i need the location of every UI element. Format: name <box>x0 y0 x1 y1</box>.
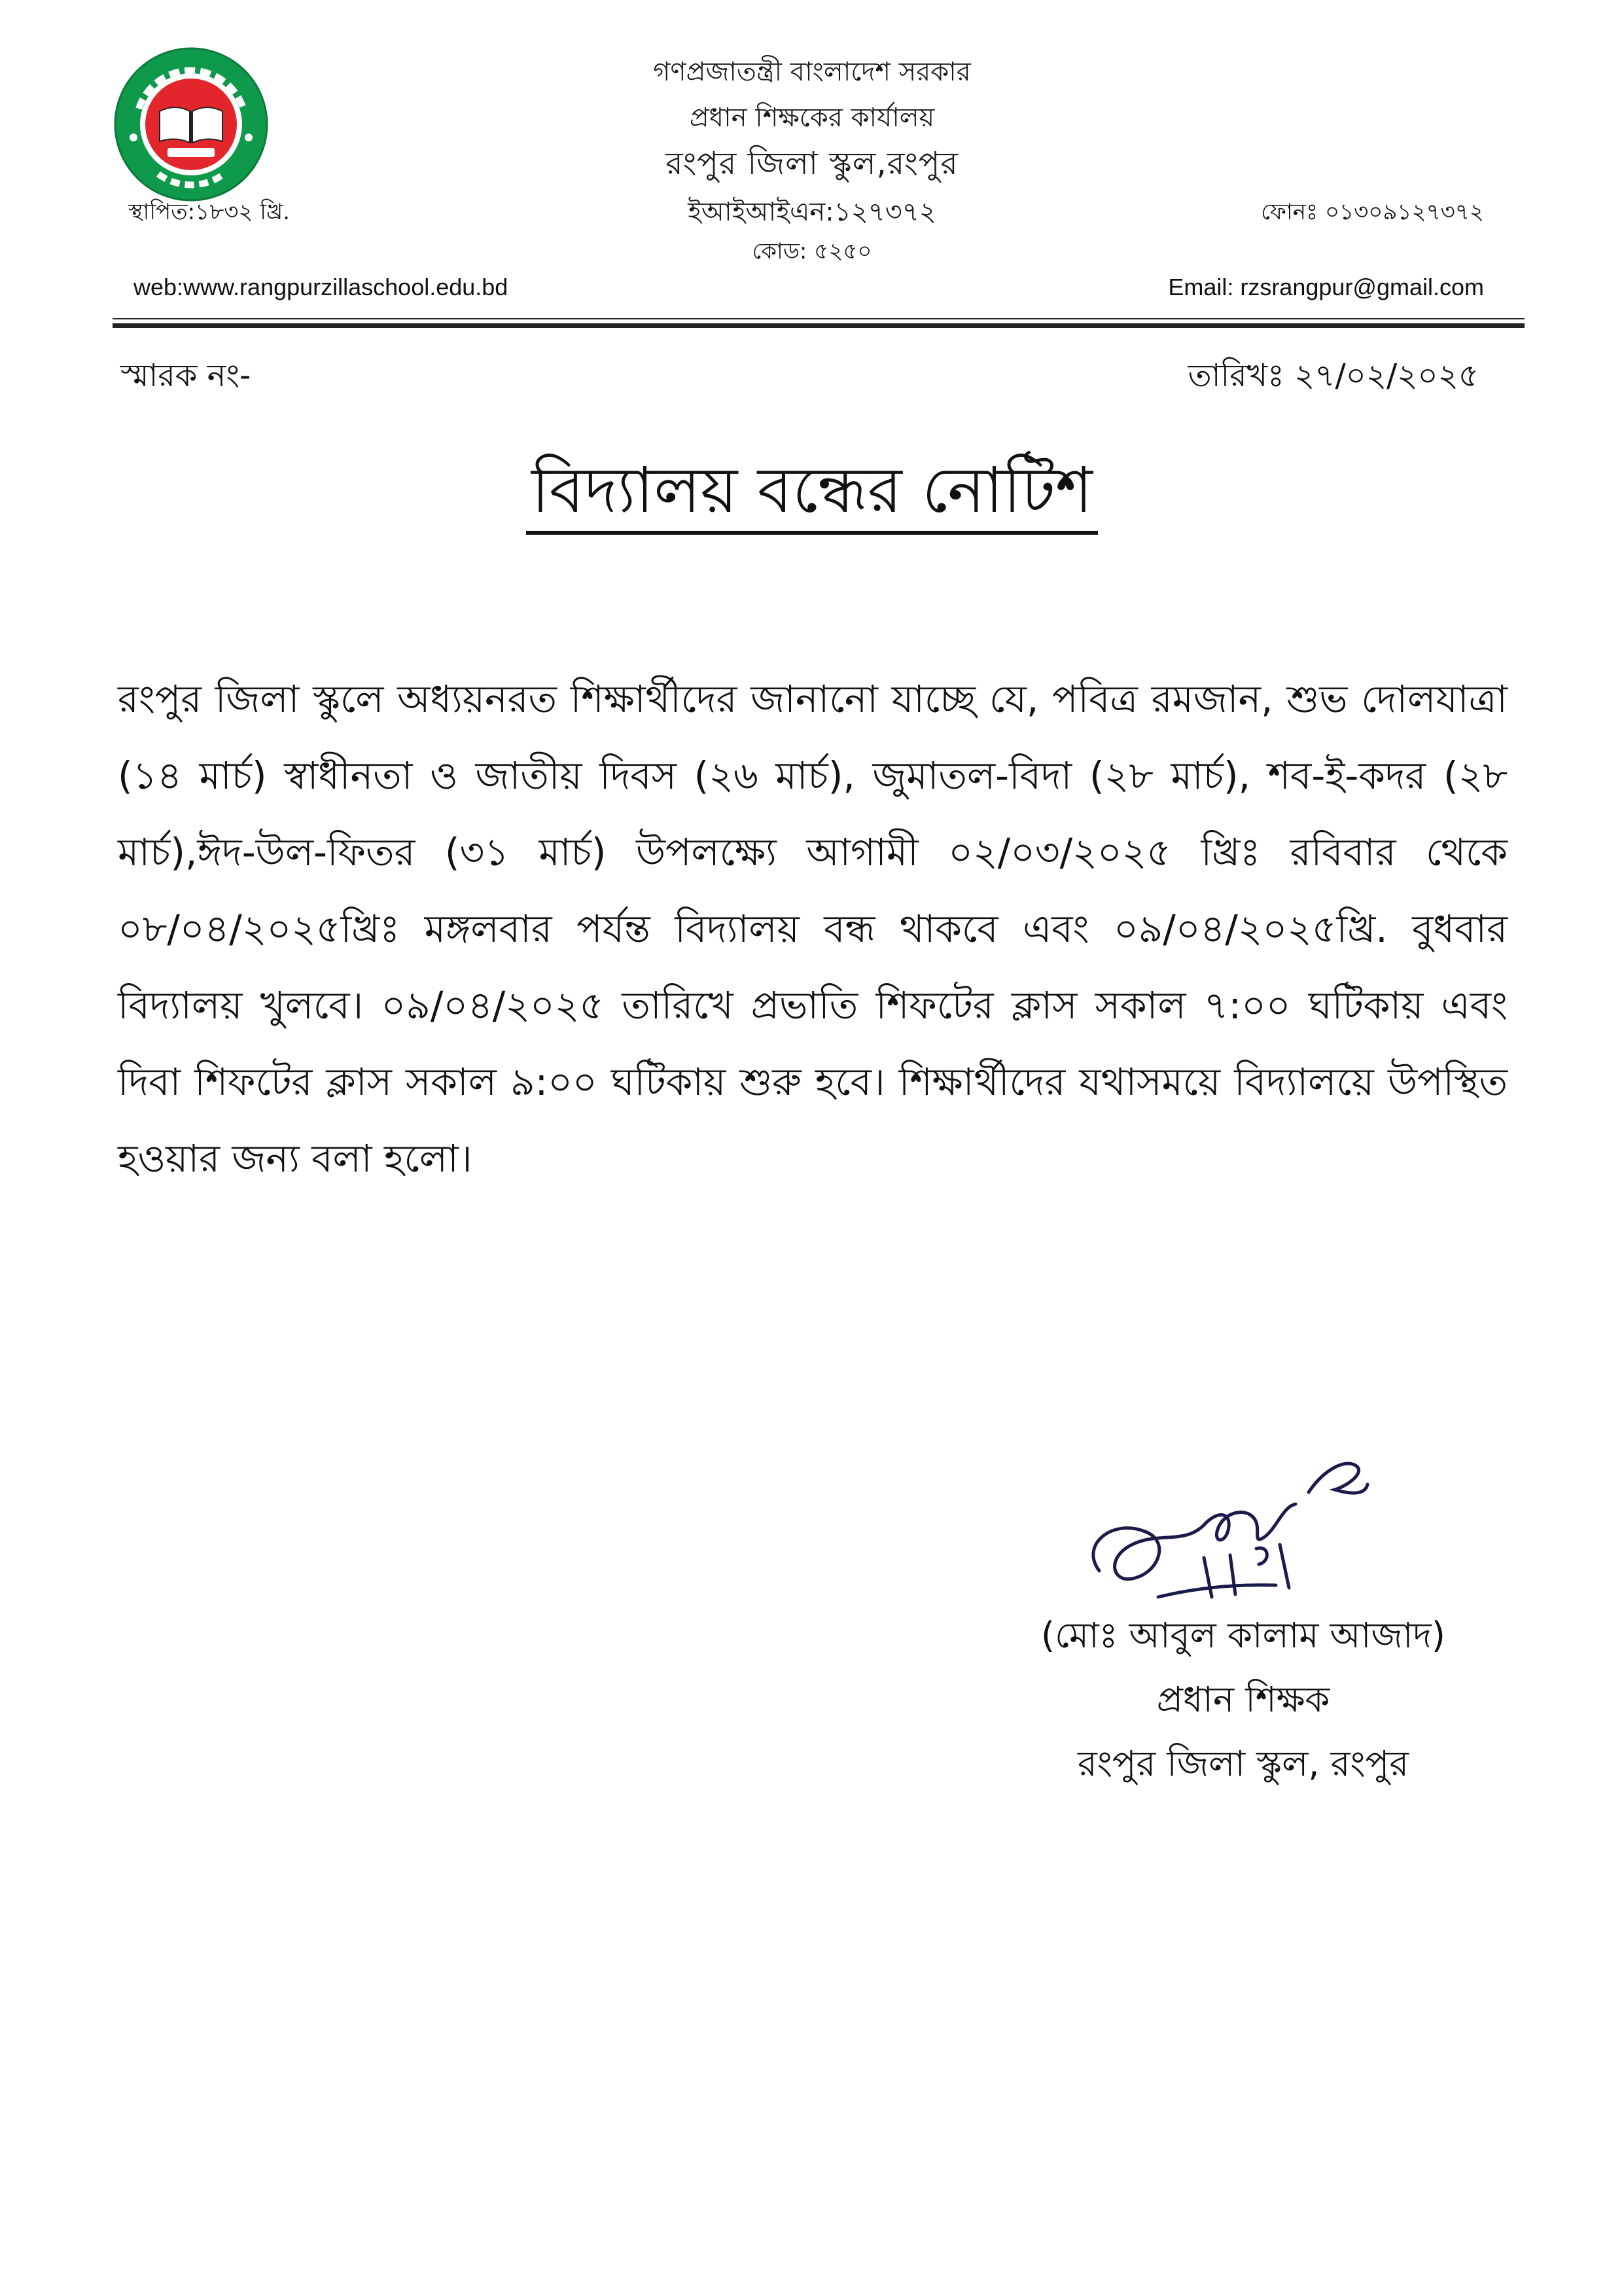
signatory-name: (মোঃ আবুল কালাম আজাদ) <box>1041 1615 1445 1656</box>
signature-block <box>962 1604 1525 1796</box>
school-name: রংপুর জিলা স্কুল,রংপুর <box>665 145 959 182</box>
memo-number: স্মারক নং- <box>120 357 251 394</box>
header-divider-thin <box>113 318 1525 319</box>
notice-title: বিদ্যালয় বন্ধের নোটিশ <box>526 454 1098 535</box>
notice-date: তারিখঃ ২৭/০২/২০২৫ <box>1188 357 1479 394</box>
notice-body: রংপুর জিলা স্কুলে অধ্যয়নরত শিক্ষার্থীদের জানানো যাচ্ছে যে, পবিত্র রমজান, শুভ দোলযাত্রা (১৪ মার্চ) স্বাধীনতা ও জাতীয় দিবস (২৬ মার্চ), জুমাতল-বিদা (২৮ মার্চ), শব-ই-কদর (২৮ মার্চ),ঈদ-উল-ফিতর (৩১ মার্চ) উপলক্ষ্যে আগামী ০২/০৩/২০২৫ খ্রিঃ রবিবার থেকে ০৮/০৪/২০২৫খ্রিঃ মঙ্গলবার পর্যন্ত বিদ্যালয় বন্ধ থাকবে এবং ০৯/০৪/২০২৫খ্রি. বুধবার বিদ্যালয় খুলবে। ০৯/০৪/২০২৫ তারিখে প্রভাতি শিফটের ক্লাস সকাল ৭:০০ ঘটিকায় এবং দিবা শিফটের ক্লাস সকাল ৯:০০ ঘটিকায় শুরু হবে। শিক্ষার্থীদের যথাসময়ে বিদ্যালয়ে উপস্থিত হওয়ার জন্য বলা হলো। <box>118 677 1508 1181</box>
website: web:www.rangpurzillaschool.edu.bd <box>133 274 508 300</box>
email-address: Email: rzsrangpur@gmail.com <box>1168 274 1484 300</box>
eiin-number: ইআইআইএন:১২৭৩৭২ <box>688 197 936 227</box>
header-divider-thick <box>113 323 1525 328</box>
signatory-designation: প্রধান শিক্ষক <box>1156 1679 1330 1720</box>
office-name: প্রধান শিক্ষকের কার্যালয় <box>689 103 935 133</box>
government-name: গণপ্রজাতন্ত্রী বাংলাদেশ সরকার <box>653 57 971 87</box>
notice-title-wrap <box>0 454 1624 526</box>
signatory-institution: রংপুর জিলা স্কুল, রংপুর <box>1077 1743 1409 1784</box>
phone-number: ফোনঃ ০১৩০৯১২৭৩৭২ <box>1261 199 1484 225</box>
established-year: স্থাপিত:১৮৩২ খ্রি. <box>128 199 291 225</box>
school-code: কোড: ৫২৫০ <box>752 238 872 264</box>
